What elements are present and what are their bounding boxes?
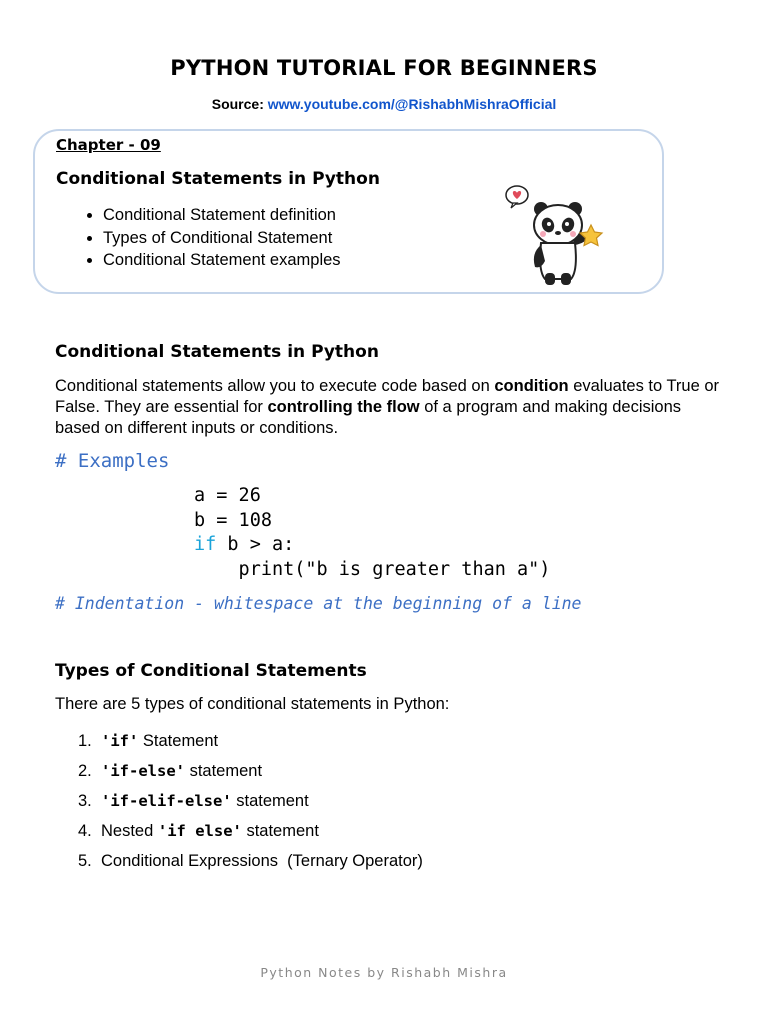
para-bold-control-flow: controlling the flow [267,398,420,416]
section-heading-types: Types of Conditional Statements [55,661,367,681]
page-footer: Python Notes by Rishabh Mishra [260,965,508,980]
list-item: 3. 'if-elif-else' statement [78,792,309,810]
page-title: PYTHON TUTORIAL FOR BEGINNERS [170,56,598,80]
types-intro: There are 5 types of conditional statements in Python: [55,695,450,713]
code-line: print("b is greater than a") [194,558,551,580]
chapter-topic: • Types of Conditional Statement [103,227,341,250]
chapter-heading: Conditional Statements in Python [56,169,380,189]
source-link[interactable]: www.youtube.com/@RishabhMishraOfficial [267,96,557,112]
code-line: a = 26 [194,485,261,506]
code-keyword-if: if [194,534,217,555]
chapter-topic: • Conditional Statement definition [103,204,341,227]
section-heading-conditional: Conditional Statements in Python [55,342,379,362]
source-line [0,96,768,112]
source-label: Source: [211,96,268,112]
code-example [194,484,550,582]
definition-paragraph [55,376,725,439]
chapter-label: Chapter - 09 [56,136,161,154]
code-line [194,533,550,558]
para-text: of a program and making decisions based on different inputs or conditions. [55,398,682,437]
list-item: 5. Conditional Expressions (Ternary Operator) [78,852,423,870]
chapter-topic-list [81,204,341,272]
list-item: 1. 'if' Statement [78,732,219,750]
para-text: evaluates to True or False. They are essential for [55,377,720,416]
para-text: Conditional statements allow you to execute code based on [55,377,495,395]
para-bold-condition: condition [494,377,569,395]
chapter-box [33,129,664,294]
chapter-topic: • Conditional Statement examples [103,249,341,272]
code-line: b = 108 [194,509,272,531]
code-text: b > a: [216,534,295,555]
examples-comment: # Examples [55,450,170,472]
list-item: 4. Nested 'if else' statement [78,822,319,840]
types-list [78,726,423,876]
list-item: 2. 'if-else' statement [78,762,263,780]
panda-with-star-icon [503,181,613,291]
indentation-comment: # Indentation - whitespace at the beginning of a line [55,594,582,613]
